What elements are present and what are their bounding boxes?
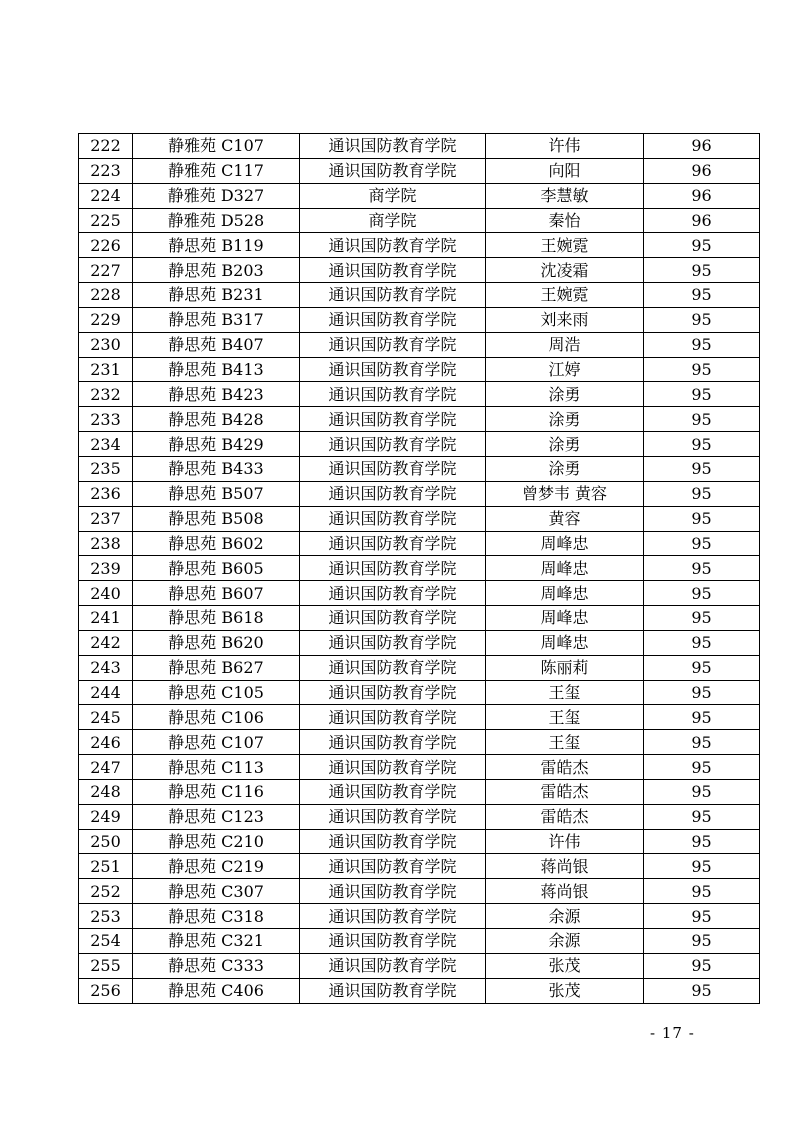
table-row xyxy=(79,953,760,978)
score-cell: 95 xyxy=(644,779,760,804)
room-cell: 静雅苑 D327 xyxy=(133,183,300,208)
table-row xyxy=(79,829,760,854)
row-number-cell: 225 xyxy=(79,208,133,233)
table-row xyxy=(79,407,760,432)
room-cell: 静思苑 C318 xyxy=(133,904,300,929)
table-row xyxy=(79,730,760,755)
row-number-cell: 255 xyxy=(79,953,133,978)
row-number-cell: 222 xyxy=(79,134,133,159)
score-cell: 95 xyxy=(644,531,760,556)
row-number-cell: 243 xyxy=(79,655,133,680)
college-cell: 通识国防教育学院 xyxy=(300,233,486,258)
room-cell: 静思苑 B429 xyxy=(133,432,300,457)
table-row xyxy=(79,233,760,258)
row-number-cell: 238 xyxy=(79,531,133,556)
score-cell: 95 xyxy=(644,730,760,755)
score-cell: 95 xyxy=(644,978,760,1003)
name-cell: 雷皓杰 xyxy=(486,804,644,829)
room-cell: 静思苑 C113 xyxy=(133,755,300,780)
college-cell: 通识国防教育学院 xyxy=(300,755,486,780)
row-number-cell: 245 xyxy=(79,705,133,730)
room-cell: 静雅苑 D528 xyxy=(133,208,300,233)
college-cell: 通识国防教育学院 xyxy=(300,481,486,506)
row-number-cell: 232 xyxy=(79,382,133,407)
table-row xyxy=(79,606,760,631)
room-cell: 静思苑 C406 xyxy=(133,978,300,1003)
table-row xyxy=(79,332,760,357)
name-cell: 许伟 xyxy=(486,829,644,854)
room-cell: 静思苑 B620 xyxy=(133,630,300,655)
score-cell: 95 xyxy=(644,606,760,631)
name-cell: 周峰忠 xyxy=(486,581,644,606)
college-cell: 通识国防教育学院 xyxy=(300,357,486,382)
name-cell: 涂勇 xyxy=(486,432,644,457)
row-number-cell: 236 xyxy=(79,481,133,506)
row-number-cell: 228 xyxy=(79,283,133,308)
college-cell: 通识国防教育学院 xyxy=(300,879,486,904)
score-cell: 95 xyxy=(644,556,760,581)
room-cell: 静思苑 C123 xyxy=(133,804,300,829)
college-cell: 通识国防教育学院 xyxy=(300,134,486,159)
room-cell: 静思苑 B231 xyxy=(133,283,300,308)
college-cell: 通识国防教育学院 xyxy=(300,258,486,283)
table-row xyxy=(79,506,760,531)
row-number-cell: 235 xyxy=(79,456,133,481)
room-cell: 静思苑 C210 xyxy=(133,829,300,854)
table-row xyxy=(79,705,760,730)
score-cell: 96 xyxy=(644,183,760,208)
table-row xyxy=(79,382,760,407)
college-cell: 通识国防教育学院 xyxy=(300,283,486,308)
college-cell: 通识国防教育学院 xyxy=(300,655,486,680)
score-cell: 95 xyxy=(644,506,760,531)
name-cell: 王玺 xyxy=(486,680,644,705)
name-cell: 周浩 xyxy=(486,332,644,357)
room-cell: 静思苑 B428 xyxy=(133,407,300,432)
score-cell: 95 xyxy=(644,407,760,432)
name-cell: 江婷 xyxy=(486,357,644,382)
score-cell: 96 xyxy=(644,134,760,159)
score-cell: 95 xyxy=(644,804,760,829)
table-row xyxy=(79,456,760,481)
room-cell: 静雅苑 C107 xyxy=(133,134,300,159)
table-row xyxy=(79,804,760,829)
row-number-cell: 223 xyxy=(79,158,133,183)
college-cell: 通识国防教育学院 xyxy=(300,432,486,457)
room-cell: 静思苑 C107 xyxy=(133,730,300,755)
score-cell: 95 xyxy=(644,829,760,854)
table-row xyxy=(79,531,760,556)
row-number-cell: 230 xyxy=(79,332,133,357)
college-cell: 通识国防教育学院 xyxy=(300,456,486,481)
table-row xyxy=(79,655,760,680)
room-cell: 静思苑 C116 xyxy=(133,779,300,804)
room-cell: 静思苑 C333 xyxy=(133,953,300,978)
name-cell: 周峰忠 xyxy=(486,556,644,581)
score-cell: 95 xyxy=(644,953,760,978)
row-number-cell: 254 xyxy=(79,929,133,954)
row-number-cell: 253 xyxy=(79,904,133,929)
name-cell: 张茂 xyxy=(486,953,644,978)
score-cell: 95 xyxy=(644,879,760,904)
name-cell: 黄容 xyxy=(486,506,644,531)
name-cell: 向阳 xyxy=(486,158,644,183)
name-cell: 周峰忠 xyxy=(486,531,644,556)
row-number-cell: 248 xyxy=(79,779,133,804)
college-cell: 通识国防教育学院 xyxy=(300,158,486,183)
row-number-cell: 226 xyxy=(79,233,133,258)
college-cell: 通识国防教育学院 xyxy=(300,829,486,854)
name-cell: 许伟 xyxy=(486,134,644,159)
college-cell: 通识国防教育学院 xyxy=(300,630,486,655)
score-cell: 95 xyxy=(644,581,760,606)
table-row xyxy=(79,307,760,332)
college-cell: 通识国防教育学院 xyxy=(300,382,486,407)
row-number-cell: 237 xyxy=(79,506,133,531)
name-cell: 涂勇 xyxy=(486,382,644,407)
table-row xyxy=(79,283,760,308)
row-number-cell: 244 xyxy=(79,680,133,705)
room-cell: 静思苑 C106 xyxy=(133,705,300,730)
row-number-cell: 241 xyxy=(79,606,133,631)
college-cell: 通识国防教育学院 xyxy=(300,779,486,804)
table-row xyxy=(79,208,760,233)
score-cell: 96 xyxy=(644,208,760,233)
score-cell: 95 xyxy=(644,357,760,382)
score-cell: 95 xyxy=(644,929,760,954)
table-row xyxy=(79,183,760,208)
score-cell: 95 xyxy=(644,307,760,332)
row-number-cell: 250 xyxy=(79,829,133,854)
college-cell: 通识国防教育学院 xyxy=(300,978,486,1003)
table-row xyxy=(79,904,760,929)
name-cell: 余源 xyxy=(486,904,644,929)
score-cell: 96 xyxy=(644,158,760,183)
college-cell: 通识国防教育学院 xyxy=(300,556,486,581)
row-number-cell: 233 xyxy=(79,407,133,432)
name-cell: 张茂 xyxy=(486,978,644,1003)
college-cell: 通识国防教育学院 xyxy=(300,680,486,705)
room-cell: 静思苑 B203 xyxy=(133,258,300,283)
college-cell: 通识国防教育学院 xyxy=(300,606,486,631)
name-cell: 王玺 xyxy=(486,705,644,730)
name-cell: 刘来雨 xyxy=(486,307,644,332)
score-cell: 95 xyxy=(644,283,760,308)
row-number-cell: 249 xyxy=(79,804,133,829)
score-cell: 95 xyxy=(644,456,760,481)
college-cell: 通识国防教育学院 xyxy=(300,705,486,730)
score-cell: 95 xyxy=(644,755,760,780)
name-cell: 蒋尚银 xyxy=(486,854,644,879)
table-row xyxy=(79,929,760,954)
name-cell: 周峰忠 xyxy=(486,606,644,631)
room-cell: 静思苑 B508 xyxy=(133,506,300,531)
room-cell: 静思苑 B605 xyxy=(133,556,300,581)
name-cell: 沈凌霜 xyxy=(486,258,644,283)
table-row xyxy=(79,630,760,655)
table-row xyxy=(79,854,760,879)
table-row xyxy=(79,258,760,283)
name-cell: 蒋尚银 xyxy=(486,879,644,904)
college-cell: 商学院 xyxy=(300,183,486,208)
row-number-cell: 246 xyxy=(79,730,133,755)
table-row xyxy=(79,978,760,1003)
row-number-cell: 240 xyxy=(79,581,133,606)
college-cell: 通识国防教育学院 xyxy=(300,531,486,556)
row-number-cell: 239 xyxy=(79,556,133,581)
score-cell: 95 xyxy=(644,432,760,457)
row-number-cell: 224 xyxy=(79,183,133,208)
college-cell: 通识国防教育学院 xyxy=(300,581,486,606)
room-cell: 静思苑 B618 xyxy=(133,606,300,631)
score-cell: 95 xyxy=(644,332,760,357)
score-cell: 95 xyxy=(644,904,760,929)
score-cell: 95 xyxy=(644,382,760,407)
college-cell: 通识国防教育学院 xyxy=(300,730,486,755)
college-cell: 通识国防教育学院 xyxy=(300,307,486,332)
score-cell: 95 xyxy=(644,705,760,730)
score-cell: 95 xyxy=(644,258,760,283)
name-cell: 王婉霓 xyxy=(486,283,644,308)
room-cell: 静思苑 B423 xyxy=(133,382,300,407)
table-row xyxy=(79,357,760,382)
room-cell: 静思苑 B607 xyxy=(133,581,300,606)
name-cell: 王玺 xyxy=(486,730,644,755)
name-cell: 秦怡 xyxy=(486,208,644,233)
college-cell: 通识国防教育学院 xyxy=(300,506,486,531)
table-row xyxy=(79,556,760,581)
room-cell: 静思苑 B413 xyxy=(133,357,300,382)
college-cell: 通识国防教育学院 xyxy=(300,854,486,879)
score-cell: 95 xyxy=(644,655,760,680)
name-cell: 陈丽莉 xyxy=(486,655,644,680)
room-cell: 静思苑 B317 xyxy=(133,307,300,332)
score-cell: 95 xyxy=(644,233,760,258)
college-cell: 通识国防教育学院 xyxy=(300,929,486,954)
row-number-cell: 227 xyxy=(79,258,133,283)
table-row xyxy=(79,481,760,506)
row-number-cell: 231 xyxy=(79,357,133,382)
dormitory-score-table xyxy=(78,133,760,1004)
name-cell: 涂勇 xyxy=(486,407,644,432)
table-row xyxy=(79,680,760,705)
score-cell: 95 xyxy=(644,854,760,879)
college-cell: 通识国防教育学院 xyxy=(300,332,486,357)
score-cell: 95 xyxy=(644,680,760,705)
room-cell: 静思苑 B433 xyxy=(133,456,300,481)
name-cell: 雷皓杰 xyxy=(486,755,644,780)
table-row xyxy=(79,158,760,183)
room-cell: 静思苑 C307 xyxy=(133,879,300,904)
row-number-cell: 229 xyxy=(79,307,133,332)
name-cell: 周峰忠 xyxy=(486,630,644,655)
score-cell: 95 xyxy=(644,630,760,655)
name-cell: 王婉霓 xyxy=(486,233,644,258)
room-cell: 静思苑 B119 xyxy=(133,233,300,258)
table-row xyxy=(79,581,760,606)
college-cell: 通识国防教育学院 xyxy=(300,904,486,929)
college-cell: 通识国防教育学院 xyxy=(300,953,486,978)
page-number: - 17 - xyxy=(650,1024,695,1042)
room-cell: 静雅苑 C117 xyxy=(133,158,300,183)
room-cell: 静思苑 C321 xyxy=(133,929,300,954)
score-cell: 95 xyxy=(644,481,760,506)
room-cell: 静思苑 B627 xyxy=(133,655,300,680)
row-number-cell: 251 xyxy=(79,854,133,879)
row-number-cell: 247 xyxy=(79,755,133,780)
row-number-cell: 256 xyxy=(79,978,133,1003)
room-cell: 静思苑 B407 xyxy=(133,332,300,357)
name-cell: 曾梦韦 黄容 xyxy=(486,481,644,506)
room-cell: 静思苑 B602 xyxy=(133,531,300,556)
room-cell: 静思苑 C105 xyxy=(133,680,300,705)
name-cell: 李慧敏 xyxy=(486,183,644,208)
college-cell: 通识国防教育学院 xyxy=(300,804,486,829)
row-number-cell: 242 xyxy=(79,630,133,655)
table-row xyxy=(79,432,760,457)
table-row xyxy=(79,879,760,904)
college-cell: 商学院 xyxy=(300,208,486,233)
name-cell: 雷皓杰 xyxy=(486,779,644,804)
table-row xyxy=(79,779,760,804)
room-cell: 静思苑 C219 xyxy=(133,854,300,879)
table-row xyxy=(79,755,760,780)
row-number-cell: 234 xyxy=(79,432,133,457)
college-cell: 通识国防教育学院 xyxy=(300,407,486,432)
name-cell: 涂勇 xyxy=(486,456,644,481)
table-body xyxy=(79,134,760,1004)
table-row xyxy=(79,134,760,159)
room-cell: 静思苑 B507 xyxy=(133,481,300,506)
row-number-cell: 252 xyxy=(79,879,133,904)
name-cell: 余源 xyxy=(486,929,644,954)
